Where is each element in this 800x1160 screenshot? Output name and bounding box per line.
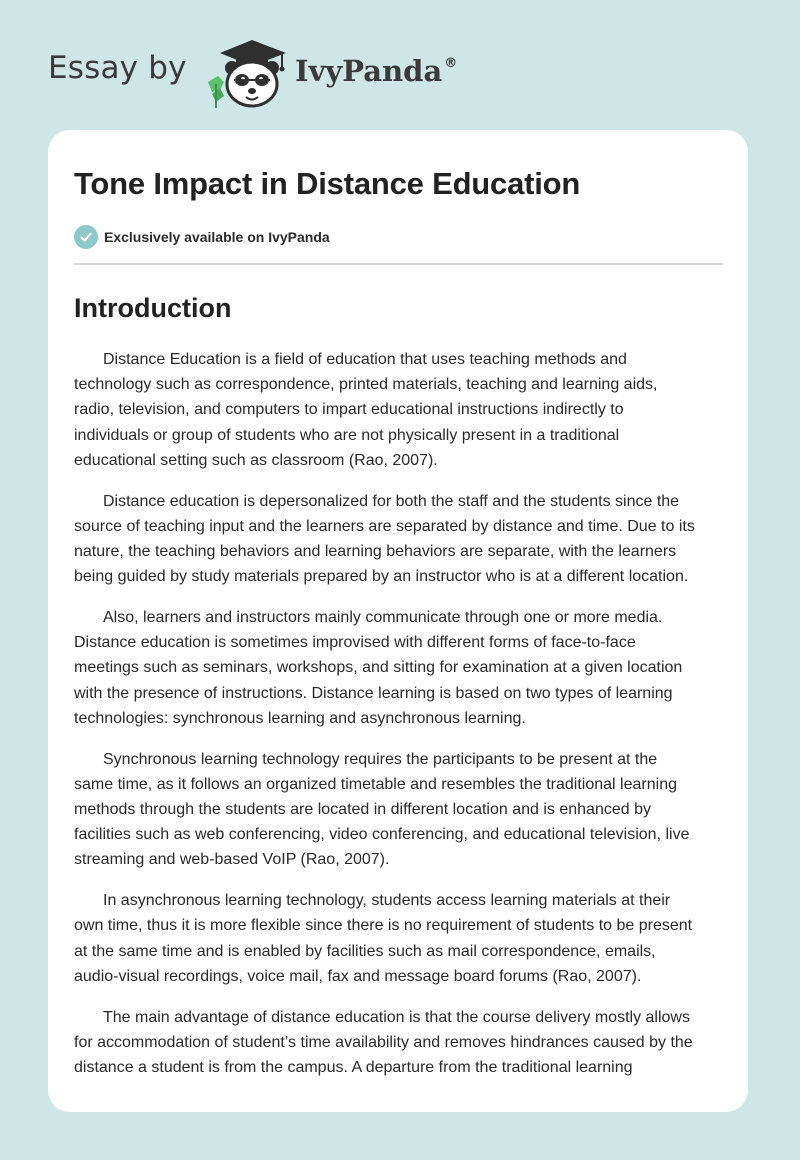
paragraph: Distance Education is a field of education that uses teaching methods and technology such as correspondence, printed materials, teaching and learning aids, radio, television, and computers to impart educational instructions indirectly to individuals or group of students who are not physically present in a traditional educational setting such as classroom (Rao, 2007).	[74, 351, 658, 469]
paragraph: In asynchronous learning technology, students access learning materials at their own time, thus it is more flexible since there is no requirement of students to be present at the same time and is enabled by facilities such as mail correspondence, emails, audio-visual recordings, voice mail, fax and message board forums (Rao, 2007).	[74, 892, 693, 985]
section-heading: Introduction	[74, 293, 232, 323]
site-header	[48, 36, 648, 116]
ivypanda-brand-name[interactable]	[295, 54, 457, 88]
paragraph: Synchronous learning technology requires the participants to be present at the same time, as it follows an organized timetable and resembles the traditional learning methods through the students are located in different location and is enhanced by facilities such as web conferencing, video conferencing, and educational television, live streaming and web-based VoIP (Rao, 2007).	[74, 750, 690, 869]
check-circle-icon	[74, 225, 98, 249]
paragraph: The main advantage of distance education is that the course delivery mostly allows for accommodation of student’s time availability and removes hindrances caused by the distance a student is from the campus. A departure from the traditional learning	[74, 1008, 693, 1077]
divider	[74, 263, 723, 265]
essay-by-label: Essay by	[48, 50, 187, 86]
paragraph: Also, learners and instructors mainly communicate through one or more media. Distance education is sometimes improvised with different forms of face-to-face meetings such as seminars, workshops, and sitting for examination at a given location with the presence of instructions. Distance learning is based on two types of learning technologies: synchronous learning and asynchronous learning.	[74, 609, 683, 727]
exclusive-badge	[74, 224, 724, 250]
essay-content	[74, 130, 724, 1080]
panda-graduate-logo-icon[interactable]	[202, 36, 298, 110]
registered-mark: ®	[444, 56, 458, 71]
exclusive-badge-text: Exclusively available on IvyPanda	[104, 229, 330, 245]
essay-card	[48, 130, 748, 1112]
brand-text: IvyPanda	[295, 54, 443, 88]
paragraph: Distance education is depersonalized for both the staff and the students since the source of teaching input and the learners are separated by distance and time. Due to its nature, the teaching behaviors and learning behaviors are separate, with the learners being guided by study materials prepared by an instructor who is at a different location.	[74, 492, 695, 586]
essay-title: Tone Impact in Distance Education	[74, 166, 581, 201]
